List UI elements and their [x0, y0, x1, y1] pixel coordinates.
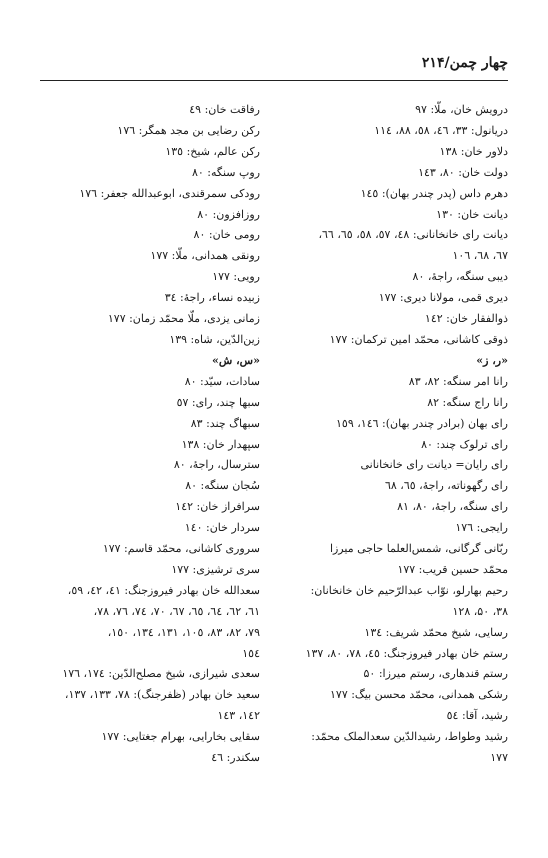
index-column-right	[268, 100, 508, 769]
index-entry: رستم قندهاری، رستم میرزا: ۵۰	[363, 667, 508, 681]
index-entry: رحیم بهارلو، نوّاب عبدالرّحیم خان خانخانان:	[310, 583, 508, 597]
index-entry: رویی: ۱۷۷	[212, 270, 260, 284]
index-entry: سعدی شیرازی، شیخ مصلح‌الدّین: ۱۷٤، ۱۷٦	[62, 667, 260, 681]
index-entry: سکندر: ٤٦	[211, 751, 260, 765]
index-entry: سبها چند، رای: ٥٧	[176, 395, 260, 409]
index-entry: سری ترشیزی: ۱۷۷	[171, 562, 260, 576]
index-entry: رونقی همدانی، ملّا: ۱۷۷	[150, 249, 260, 263]
index-entry: دیانت خان: ۱۳۰	[436, 207, 508, 221]
index-entry: رای رایان= دیانت رای خانخانانی	[360, 458, 508, 472]
index-entry: سعدالله خان بهادر فیروزجنگ: ٤١، ٤٢، ٥٩،	[67, 583, 260, 597]
index-entry: محمّد حسین قریب: ۱۷۷	[397, 562, 508, 576]
index-entry: رستم خان بهادر فیروزجنگ: ٤٥، ٧٨، ٨٠، ١٣٧	[305, 646, 508, 660]
index-entry: درویش خان، ملّا: ۹۷	[415, 103, 508, 116]
index-entry: سردار خان: ۱٤٠	[184, 521, 260, 535]
index-entry: رکن رضایی بن مجد همگر: ۱۷٦	[117, 123, 260, 137]
index-entry: ١٤٢، ١٤٣	[217, 709, 260, 723]
index-entry: سقایی بخارایی، بهرام جغتایی: ۱۷۷	[101, 730, 260, 744]
index-entry: ربّانی گرگانی، شمس‌العلما حاجی میرزا	[329, 542, 508, 556]
index-entry: سروری کاشانی، محمّد قاسم: ۱۷۷	[102, 542, 260, 556]
index-entry: دیبی سنگه، راجهٔ، ۸۰	[412, 270, 508, 284]
index-entry: دیانت رای خانخانانی: ٤٨، ٥٧، ٥٨، ٦٥، ٦٦،	[318, 228, 508, 242]
index-entry: رودکی سمرقندی، ابوعبدالله جعفر: ۱۷٦	[79, 186, 260, 200]
page-header: چهار چمن/۲۱۴	[421, 55, 508, 71]
index-entry: سُجان سنگه: ۸۰	[185, 479, 260, 493]
index-entry: رشکی همدانی، محمّد محسن بیگ: ۱۷۷	[330, 688, 508, 702]
index-entry: سادات، سیّد: ۸۰	[184, 374, 260, 388]
section-heading: «س، ش»	[212, 353, 260, 367]
index-entry: سبهاگ چند: ۸۳	[190, 416, 260, 430]
index-entry: سترسال، راجهٔ، ۸۰	[173, 458, 260, 472]
index-entry: رکن عالم، شیخ: ۱۳٥	[165, 144, 260, 158]
index-entry: رشید، آقا: ٥٤	[446, 709, 508, 723]
index-entry: دلاور خان: ۱۳۸	[439, 144, 508, 158]
index-entry: رای سنگه، راجهٔ، ۸۰، ۸۱	[397, 500, 508, 514]
index-entry: سرافراز خان: ۱٤٢	[175, 500, 260, 514]
index-entry: سپهدار خان: ۱۳۸	[181, 437, 260, 451]
index-entry: روزافزون: ۸۰	[197, 207, 260, 221]
index-entry: ذوالفقار خان: ۱٤٢	[424, 312, 508, 326]
section-heading: «ر، ز»	[476, 353, 508, 367]
index-entry: رای ترلوک چند: ۸۰	[421, 437, 508, 451]
index-entry: زمانی یزدی، ملّا محمّد زمان: ۱۷۷	[107, 312, 260, 326]
index-entry: رانا راج سنگه: ۸۲	[427, 395, 508, 409]
index-entry: رومی خان: ۸۰	[193, 228, 260, 242]
index-entry: زبیده نساء، راجهٔ: ۳٤	[164, 291, 260, 305]
index-entry: سعید خان بهادر (ظفرجنگ): ۷۸، ۱۳۳، ۱۳۷،	[64, 688, 260, 702]
index-entry: ذوقی کاشانی، محمّد امین ترکمان: ۱۷۷	[329, 332, 508, 346]
index-entry: رشید وطواط، رشیدالدّین سعدالملک محمّد:	[311, 730, 508, 744]
index-entry: رفاقت خان: ٤٩	[189, 103, 260, 116]
index-entry: رای رگهوناته، راجهٔ، ٦٥، ٦٨	[384, 479, 508, 493]
index-entry: روپ سنگه: ۸۰	[191, 165, 260, 179]
index-entry: ۱۷۷	[490, 751, 508, 765]
index-entry: دولت خان: ۸۰، ۱٤٣	[418, 165, 508, 179]
index-entry: رای بهان (برادر چندر بهان): ١٤٦، ١٥٩	[336, 416, 508, 430]
index-entry: رایجی: ۱۷٦	[455, 521, 508, 535]
index-entry: ٦٧، ٦٨، ١٠٦	[452, 249, 508, 263]
index-entry: دهرم داس (پدر چندر بهان): ١٤٥	[360, 186, 508, 200]
index-entry: دیری قمی، مولانا دیری: ۱۷۷	[378, 291, 508, 305]
header-rule	[40, 80, 508, 81]
index-entry: زین‌الدّین، شاه: ۱۳۹	[169, 332, 260, 346]
index-column-left	[20, 100, 260, 769]
index-entry: رسایی، شیخ محمّد شریف: ۱۳٤	[364, 625, 508, 639]
index-entry: ۳۸، ۵۰، ۱۲۸	[452, 604, 508, 618]
index-entry: رانا امر سنگه: ۸۲، ۸۳	[408, 374, 508, 388]
index-entry: ٦١، ٦٢، ٦٤، ٦٥، ٦٧، ٧٠، ٧٤، ٧٦، ٧٨،	[93, 604, 260, 618]
index-entry: ١٥٤	[242, 646, 260, 660]
index-entry: دریانول: ۳۳، ٤٦، ٥٨، ٨٨، ١١٤	[374, 123, 508, 137]
index-entry: ٧٩، ٨٢، ٨٣، ١٠٥، ١٣١، ١٣٤، ١٥٠،	[107, 625, 260, 639]
